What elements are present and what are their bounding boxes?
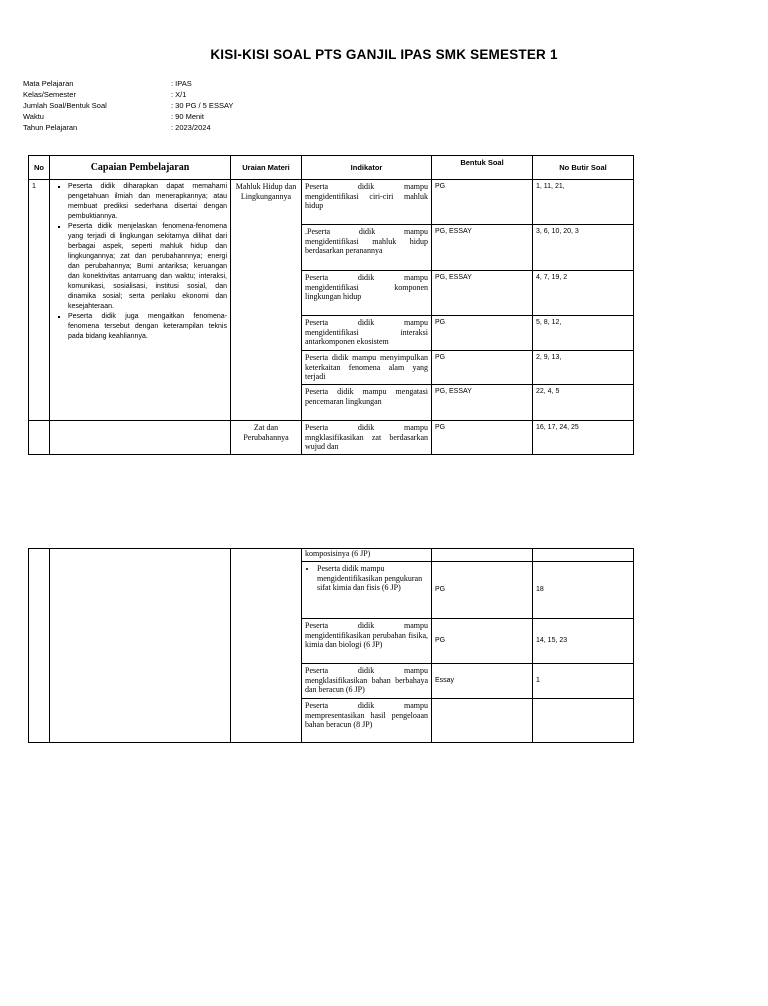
empty-cell	[29, 549, 50, 743]
header-uraian: Uraian Materi	[231, 156, 302, 180]
table-row	[29, 549, 634, 562]
capaian-cell	[50, 180, 231, 421]
bentuk-cell: PG	[432, 180, 533, 225]
butir-cell: 1	[533, 664, 634, 699]
empty-cell	[50, 421, 231, 455]
header-capaian: Capaian Pembelajaran	[50, 156, 231, 180]
document-meta	[23, 78, 233, 133]
meta-label: Tahun Pelajaran	[23, 123, 78, 132]
meta-label: Waktu	[23, 112, 44, 121]
butir-cell: 18	[533, 562, 634, 619]
meta-value: : 30 PG / 5 ESSAY	[171, 101, 234, 110]
meta-row-year	[23, 122, 233, 133]
table-header-row	[29, 156, 634, 180]
empty-cell	[50, 549, 231, 743]
butir-cell: 5, 8, 12,	[533, 316, 634, 351]
indikator-bullet: • Peserta didik mampu mengidentifikasikan pengukuran sifat kimia dan fisis (6 JP)	[317, 564, 428, 593]
butir-cell: 3, 6, 10, 20, 3	[533, 225, 634, 271]
butir-cell: 4, 7, 19, 2	[533, 271, 634, 316]
header-butir: No Butir Soal	[533, 156, 634, 180]
uraian-cell: Mahluk Hidup dan Lingkungannya	[231, 180, 302, 421]
butir-cell: 2, 9, 13,	[533, 351, 634, 385]
indikator-cell	[302, 562, 432, 619]
meta-label: Jumlah Soal/Bentuk Soal	[23, 101, 107, 110]
butir-cell: 1, 11, 21,	[533, 180, 634, 225]
empty-cell	[231, 549, 302, 743]
row-number: 1	[29, 180, 50, 421]
bentuk-cell: PG	[432, 421, 533, 455]
grid-table-page-1	[28, 155, 634, 455]
indikator-cell: Peserta didik mampu mengidentifikasi interaksi antarkomponen ekosistem	[302, 316, 432, 351]
indikator-cell: Peserta didik mampu mempresentasikan hasil pengeloaan bahan beracun (8 JP)	[302, 699, 432, 743]
meta-row-class	[23, 89, 233, 100]
meta-row-time	[23, 111, 233, 122]
meta-row-count	[23, 100, 233, 111]
meta-value: : X/1	[171, 90, 187, 99]
header-bentuk: Bentuk Soal	[432, 156, 533, 180]
meta-value: : 2023/2024	[171, 123, 211, 132]
table-row	[29, 421, 634, 455]
indikator-cell: komposisinya (6 JP)	[302, 549, 432, 562]
bentuk-cell: PG	[432, 316, 533, 351]
meta-row-subject	[23, 78, 233, 89]
butir-cell: 22, 4, 5	[533, 385, 634, 421]
header-indikator: Indikator	[302, 156, 432, 180]
empty-cell	[29, 421, 50, 455]
indikator-cell: Peserta didik mampu mengatasi pencemaran lingkungan	[302, 385, 432, 421]
butir-cell	[533, 699, 634, 743]
indikator-cell: Peserta didik mampu mengidentifikasikan perubahan fisika, kimia dan biologi (6 JP)	[302, 619, 432, 664]
indikator-cell: Peserta didik mampu mengidentifikasi komponen lingkungan hidup	[302, 271, 432, 316]
indikator-cell: Peserta didik mampu mengklasifikasikan bahan berbahaya dan beracun (6 JP)	[302, 664, 432, 699]
bentuk-cell	[432, 549, 533, 562]
butir-cell: 14, 15, 23	[533, 619, 634, 664]
bentuk-cell: PG	[432, 562, 533, 619]
bentuk-cell: PG	[432, 351, 533, 385]
bentuk-cell: PG, ESSAY	[432, 271, 533, 316]
meta-label: Kelas/Semester	[23, 90, 76, 99]
meta-value: : IPAS	[171, 79, 192, 88]
capaian-item: ▪ Peserta didik diharapkan dapat memahami pengetahuan ilmiah dan menerapkannya; atau membuat prediksi sederhana disertai dengan pembuktiannya.	[68, 182, 227, 222]
butir-cell: 16, 17, 24, 25	[533, 421, 634, 455]
meta-label: Mata Pelajaran	[23, 79, 74, 88]
meta-value: : 90 Menit	[171, 112, 204, 121]
table-row	[29, 180, 634, 225]
document-title: KISI-KISI SOAL PTS GANJIL IPAS SMK SEMESTER 1	[210, 47, 558, 62]
capaian-item: ▪ Peserta didik menjelaskan fenomena-fenomena yang terjadi di lingkungan sekitarnya dilihat dari berbagai aspek, seperti mahluk hidup dan lingkungannya; zat dan perubahannnya; energi dan perubahannya; Bumi antariksa; keruangan dan konektivitas antarruang dan waktu; interaksi, komunikasi, sosialisasi, institusi sosial, dan dinamika sosial; serta perilaku ekonomi dan kesejahteraan.	[68, 222, 227, 312]
bentuk-cell: PG	[432, 619, 533, 664]
indikator-cell: Peserta didik mampu mengidentifikasi ciri-ciri mahluk hidup	[302, 180, 432, 225]
grid-table-page-2	[28, 548, 634, 743]
bentuk-cell: PG, ESSAY	[432, 385, 533, 421]
indikator-cell: Peserta didik mampu mngklasifikasikan zat berdasarkan wujud dan	[302, 421, 432, 455]
indikator-cell: Peserta didik mampu menyimpulkan keterkaitan fenomena alam yang terjadi	[302, 351, 432, 385]
butir-cell	[533, 549, 634, 562]
bentuk-cell: PG, ESSAY	[432, 225, 533, 271]
uraian-cell: Zat dan Perubahannya	[231, 421, 302, 455]
header-no: No	[29, 156, 50, 180]
bentuk-cell	[432, 699, 533, 743]
bentuk-cell: Essay	[432, 664, 533, 699]
indikator-cell: .Peserta didik mampu mengidentifikasi mahluk hidup berdasarkan peranannya	[302, 225, 432, 271]
capaian-item: ▪ Peserta didik juga mengaitkan fenomena-fenomena tersebut dengan keterampilan teknis pada bidang keahliannya.	[68, 312, 227, 342]
